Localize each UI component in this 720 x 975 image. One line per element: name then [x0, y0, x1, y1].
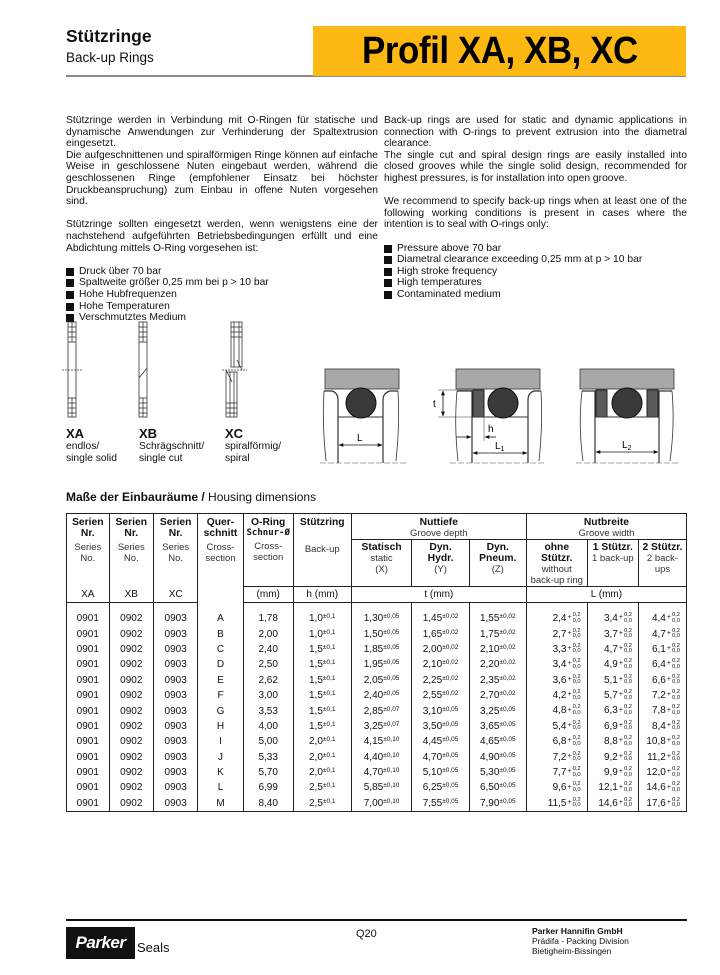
cell-width-one-backup: 6,9+ 0,2 0,0	[587, 719, 638, 734]
cell-width-one-backup: 9,9+ 0,2 0,0	[587, 765, 638, 780]
cell-width-no-backup: 4,2+ 0,2 0,0	[526, 688, 587, 703]
parker-logo	[66, 927, 135, 959]
cell-backup-h: $1,0^{\pm 0,1}$	[293, 626, 351, 641]
cell-series-xa: 0901	[67, 719, 110, 734]
cell-depth-pneum: $6,50^{\pm 0,05}$	[469, 780, 526, 795]
intro-english	[384, 115, 687, 301]
col-header-backup: Stützring Back-up	[293, 514, 351, 587]
cell-width-no-backup: 2,7+ 0,2 0,0	[526, 626, 587, 641]
cell-backup-h: $1,5^{\pm 0,1}$	[293, 657, 351, 672]
cell-width-two-backups: 14,6+ 0,2 0,0	[639, 780, 687, 795]
cell-depth-static: $2,85^{\pm 0,07}$	[351, 703, 412, 718]
cell-depth-pneum: $2,10^{\pm 0,02}$	[469, 642, 526, 657]
cell-width-one-backup: 3,4+ 0,2 0,0	[587, 603, 638, 627]
cell-depth-static: $7,00^{\pm 0,10}$	[351, 796, 412, 812]
cell-cross-section: D	[198, 657, 243, 672]
bullet-square-icon	[66, 279, 74, 287]
table-row	[67, 657, 687, 672]
cell-width-two-backups: 17,6+ 0,2 0,0	[639, 796, 687, 812]
cell-depth-hydr: $6,25^{\pm 0,05}$	[412, 780, 469, 795]
cell-width-one-backup: 4,7+ 0,2 0,0	[587, 642, 638, 657]
cell-oring-diameter: 5,70	[243, 765, 293, 780]
cell-series-xb: 0902	[109, 642, 153, 657]
bullet-text: Druck über 70 bar	[79, 265, 162, 277]
cell-depth-hydr: $3,10^{\pm 0,05}$	[412, 703, 469, 718]
cell-width-two-backups: 7,2+ 0,2 0,0	[639, 688, 687, 703]
cell-series-xb: 0902	[109, 626, 153, 641]
table-row	[67, 673, 687, 688]
bullet-text: Contaminated medium	[397, 288, 501, 300]
profile-badge	[313, 26, 686, 76]
bullet-square-icon	[384, 291, 392, 299]
cell-series-xa: 0901	[67, 750, 110, 765]
cell-width-two-backups: 6,1+ 0,2 0,0	[639, 642, 687, 657]
cell-width-no-backup: 6,8+ 0,2 0,0	[526, 734, 587, 749]
profile-xa-drawing	[62, 322, 82, 417]
cell-series-xb: 0902	[109, 796, 153, 812]
table-row	[67, 750, 687, 765]
list-item	[66, 277, 378, 289]
cell-depth-pneum: $3,65^{\pm 0,05}$	[469, 719, 526, 734]
cell-series-xc: 0903	[153, 673, 197, 688]
cell-series-xa: 0901	[67, 734, 110, 749]
profile-xa-code: XA	[66, 426, 85, 441]
cell-oring-diameter: 3,53	[243, 703, 293, 718]
cell-backup-h: $1,5^{\pm 0,1}$	[293, 673, 351, 688]
header-row-1	[67, 514, 687, 540]
cell-depth-hydr: $2,25^{\pm 0,02}$	[412, 673, 469, 688]
cell-cross-section: E	[198, 673, 243, 688]
company-info	[532, 926, 629, 956]
cell-oring-diameter: 3,00	[243, 688, 293, 703]
list-item	[66, 289, 378, 301]
cell-depth-hydr: $1,65^{\pm 0,02}$	[412, 626, 469, 641]
cell-oring-diameter: 6,99	[243, 780, 293, 795]
cell-series-xa: 0901	[67, 603, 110, 627]
label-L2: $L_2$	[622, 440, 632, 452]
cell-series-xc: 0903	[153, 734, 197, 749]
cell-width-no-backup: 2,4+ 0,2 0,0	[526, 603, 587, 627]
cell-cross-section: A	[198, 603, 243, 627]
cell-depth-static: $1,30^{\pm 0,05}$	[351, 603, 412, 627]
list-item	[384, 266, 687, 278]
cell-cross-section: F	[198, 688, 243, 703]
cell-series-xb: 0902	[109, 673, 153, 688]
cell-series-xc: 0903	[153, 750, 197, 765]
bullet-square-icon	[384, 245, 392, 253]
conditions-list-en	[384, 243, 687, 301]
cell-depth-pneum: $1,55^{\pm 0,02}$	[469, 603, 526, 627]
intro-de-paragraph-2: Die aufgeschnittenen und spiralförmigen Ringe können auf einfache Weise in geschlossene Nuten eingebaut werden, während die geschlossenen Ringe (empfohlener Einsatz bei höchster Druckbeanspruchung) zum Einbau in offene Nuten vorgesehen sind.	[66, 149, 378, 208]
cell-depth-static: $2,05^{\pm 0,05}$	[351, 673, 412, 688]
series-label-xb: XB	[109, 587, 153, 603]
cell-backup-h: $2,5^{\pm 0,1}$	[293, 796, 351, 812]
table-body	[67, 603, 687, 812]
cell-series-xb: 0902	[109, 603, 153, 627]
intro-de-paragraph-3: Stützringe sollten eingesetzt werden, wenn wenigstens eine der nachstehend aufgeführten Betriebsbedingungen erfüllt und eine Abdichtung mittels O-Ring vorgesehen ist:	[66, 219, 378, 254]
cell-cross-section: B	[198, 626, 243, 641]
col-header-cross-section: Quer- schnitt Cross- section	[198, 514, 243, 603]
profile-xb-en: single cut	[139, 452, 183, 464]
housing-dimensions-table	[66, 513, 687, 812]
cell-width-one-backup: 5,1+ 0,2 0,0	[587, 673, 638, 688]
cell-cross-section: I	[198, 734, 243, 749]
label-t: t	[433, 399, 436, 410]
cell-depth-hydr: $7,55^{\pm 0,05}$	[412, 796, 469, 812]
bullet-square-icon	[384, 268, 392, 276]
col-header-xa: Serien Nr. Series No.	[67, 514, 110, 587]
cell-series-xc: 0903	[153, 719, 197, 734]
profile-xb	[139, 427, 204, 464]
cell-cross-section: M	[198, 796, 243, 812]
cell-width-no-backup: 3,3+ 0,2 0,0	[526, 642, 587, 657]
cell-series-xa: 0901	[67, 780, 110, 795]
cell-backup-h: $1,5^{\pm 0,1}$	[293, 688, 351, 703]
cell-depth-pneum: $3,25^{\pm 0,05}$	[469, 703, 526, 718]
profile-xb-de: Schrägschnitt/	[139, 441, 205, 452]
cell-depth-hydr: $2,10^{\pm 0,02}$	[412, 657, 469, 672]
cell-width-one-backup: 3,7+ 0,2 0,0	[587, 626, 638, 641]
intro-en-paragraph-3: We recommend to specify back-up rings when at least one of the following working conditions is present in cases where the intention is to seal with O-rings only:	[384, 196, 687, 231]
cell-depth-static: $2,40^{\pm 0,05}$	[351, 688, 412, 703]
company-location: Bietigheim-Bissingen	[532, 946, 612, 956]
cell-width-two-backups: 8,4+ 0,2 0,0	[639, 719, 687, 734]
cell-width-two-backups: 10,8+ 0,2 0,0	[639, 734, 687, 749]
col-header-dyn-pneum: Dyn. Pneum. (Z)	[469, 540, 526, 587]
bullet-text: Pressure above 70 bar	[397, 242, 502, 254]
cell-backup-h: $2,0^{\pm 0,1}$	[293, 765, 351, 780]
conditions-list-de	[66, 266, 378, 324]
label-L: L	[357, 433, 363, 444]
logo-seals: Seals	[137, 940, 170, 955]
table-title-de: Maße der Einbauräume /	[66, 490, 205, 504]
cell-series-xa: 0901	[67, 688, 110, 703]
table-row	[67, 796, 687, 812]
cell-series-xb: 0902	[109, 688, 153, 703]
table-row	[67, 642, 687, 657]
label-L1: $L_1$	[495, 441, 505, 453]
profile-xc	[225, 427, 281, 464]
page-subtitle: Back-up Rings	[66, 50, 154, 65]
bullet-text: Hohe Hubfrequenzen	[79, 288, 177, 300]
cell-oring-diameter: 8,40	[243, 796, 293, 812]
cell-width-two-backups: 7,8+ 0,2 0,0	[639, 703, 687, 718]
cell-oring-diameter: 5,33	[243, 750, 293, 765]
cell-cross-section: G	[198, 703, 243, 718]
company-division: Prädifa - Packing Division	[532, 936, 629, 946]
col-header-static: Statisch static (X)	[351, 540, 412, 587]
unit-groove-depth: t (mm)	[351, 587, 526, 603]
cell-width-one-backup: 12,1+ 0,2 0,0	[587, 780, 638, 795]
cell-depth-pneum: $4,90^{\pm 0,05}$	[469, 750, 526, 765]
col-header-oring: O-Ring Schnur-Ø Cross- section	[243, 514, 293, 587]
cell-series-xc: 0903	[153, 780, 197, 795]
cell-backup-h: $1,0^{\pm 0,1}$	[293, 603, 351, 627]
intro-en-paragraph-2: The single cut and spiral design rings are easily installed into closed grooves while the single solid design, recommended for highest pressures, is for installation into open groove.	[384, 149, 687, 184]
cell-backup-h: $2,0^{\pm 0,1}$	[293, 750, 351, 765]
cell-series-xa: 0901	[67, 626, 110, 641]
groove-diagram-two-backups	[576, 369, 680, 463]
bullet-text: High temperatures	[397, 277, 482, 289]
cell-series-xc: 0903	[153, 796, 197, 812]
footer-divider	[66, 919, 687, 921]
cell-width-one-backup: 8,8+ 0,2 0,0	[587, 734, 638, 749]
table-row	[67, 626, 687, 641]
cell-backup-h: $1,5^{\pm 0,1}$	[293, 703, 351, 718]
cell-series-xb: 0902	[109, 719, 153, 734]
cell-series-xa: 0901	[67, 642, 110, 657]
profile-xc-de: spiralförmig/	[225, 441, 282, 452]
cell-depth-hydr: $4,45^{\pm 0,05}$	[412, 734, 469, 749]
cell-series-xa: 0901	[67, 703, 110, 718]
cell-series-xc: 0903	[153, 657, 197, 672]
profile-xb-code: XB	[139, 426, 158, 441]
table-row	[67, 688, 687, 703]
intro-german	[66, 115, 378, 324]
cell-width-one-backup: 5,7+ 0,2 0,0	[587, 688, 638, 703]
table-title	[66, 490, 316, 504]
bullet-text: Spaltweite größer 0,25 mm bei p > 10 bar	[79, 277, 269, 289]
cell-depth-hydr: $4,70^{\pm 0,05}$	[412, 750, 469, 765]
profile-xa-en: single solid	[66, 452, 117, 464]
col-header-groove-width: Nutbreite Groove width	[526, 514, 686, 540]
cell-series-xc: 0903	[153, 765, 197, 780]
cell-cross-section: C	[198, 642, 243, 657]
cell-cross-section: J	[198, 750, 243, 765]
cell-series-xa: 0901	[67, 796, 110, 812]
list-item	[384, 254, 687, 266]
label-h: h	[488, 424, 494, 435]
page-title: Stützringe	[66, 26, 152, 46]
cell-oring-diameter: 2,62	[243, 673, 293, 688]
cell-width-no-backup: 5,4+ 0,2 0,0	[526, 719, 587, 734]
cell-width-two-backups: 12,0+ 0,2 0,0	[639, 765, 687, 780]
unit-backup: h (mm)	[293, 587, 351, 603]
table-row	[67, 734, 687, 749]
cell-series-xb: 0902	[109, 765, 153, 780]
cell-series-xa: 0901	[67, 765, 110, 780]
cell-series-xc: 0903	[153, 642, 197, 657]
cell-depth-pneum: $4,65^{\pm 0,05}$	[469, 734, 526, 749]
cell-depth-pneum: $5,30^{\pm 0,05}$	[469, 765, 526, 780]
list-item	[66, 266, 378, 278]
table-row	[67, 603, 687, 627]
cell-width-two-backups: 4,4+ 0,2 0,0	[639, 603, 687, 627]
cell-oring-diameter: 2,40	[243, 642, 293, 657]
cell-width-two-backups: 6,6+ 0,2 0,0	[639, 673, 687, 688]
cell-depth-static: $5,85^{\pm 0,10}$	[351, 780, 412, 795]
cell-depth-hydr: $2,55^{\pm 0,02}$	[412, 688, 469, 703]
cell-depth-pneum: $2,35^{\pm 0,02}$	[469, 673, 526, 688]
cell-series-xb: 0902	[109, 780, 153, 795]
col-header-two-backups: 2 Stützr. 2 back-ups	[639, 540, 687, 587]
profile-xc-code: XC	[225, 426, 244, 441]
series-label-xa: XA	[67, 587, 110, 603]
groove-diagram-one-backup	[433, 369, 546, 463]
bullet-text: Diametral clearance exceeding 0,25 mm at p > 10 bar	[397, 254, 643, 266]
cell-depth-hydr: $3,50^{\pm 0,05}$	[412, 719, 469, 734]
company-name: Parker Hannifin GmbH	[532, 926, 623, 936]
cell-depth-static: $1,50^{\pm 0,05}$	[351, 626, 412, 641]
cell-width-one-backup: 6,3+ 0,2 0,0	[587, 703, 638, 718]
groove-diagram-no-backup	[320, 369, 406, 463]
cell-width-one-backup: 14,6+ 0,2 0,0	[587, 796, 638, 812]
cell-oring-diameter: 5,00	[243, 734, 293, 749]
cell-width-two-backups: 11,2+ 0,2 0,0	[639, 750, 687, 765]
cell-oring-diameter: 1,78	[243, 603, 293, 627]
cell-depth-pneum: $2,20^{\pm 0,02}$	[469, 657, 526, 672]
profile-drawings	[60, 318, 300, 423]
cell-backup-h: $1,5^{\pm 0,1}$	[293, 719, 351, 734]
unit-groove-width: L (mm)	[526, 587, 686, 603]
cell-width-no-backup: 7,7+ 0,2 0,0	[526, 765, 587, 780]
profile-badge-text: Profil XA, XB, XC	[361, 29, 638, 72]
col-header-dyn-hydr: Dyn. Hydr. (Y)	[412, 540, 469, 587]
cell-width-no-backup: 4,8+ 0,2 0,0	[526, 703, 587, 718]
col-header-xb: Serien Nr. Series No.	[109, 514, 153, 587]
cell-depth-pneum: $1,75^{\pm 0,02}$	[469, 626, 526, 641]
intro-en-paragraph-1: Back-up rings are used for static and dynamic applications in connection with O-rings to prevent extrusion into the diametral clearance.	[384, 115, 687, 150]
cell-depth-pneum: $7,90^{\pm 0,05}$	[469, 796, 526, 812]
cell-width-no-backup: 7,2+ 0,2 0,0	[526, 750, 587, 765]
cell-backup-h: $1,5^{\pm 0,1}$	[293, 642, 351, 657]
page-number: Q20	[356, 928, 377, 940]
table-row	[67, 780, 687, 795]
cell-series-xa: 0901	[67, 657, 110, 672]
cell-cross-section: K	[198, 765, 243, 780]
bullet-square-icon	[384, 279, 392, 287]
table-row	[67, 719, 687, 734]
unit-oring: (mm)	[243, 587, 293, 603]
cell-width-two-backups: 6,4+ 0,2 0,0	[639, 657, 687, 672]
cell-series-xc: 0903	[153, 703, 197, 718]
bullet-text: High stroke frequency	[397, 265, 498, 277]
col-header-xc: Serien Nr. Series No.	[153, 514, 197, 587]
cell-series-xa: 0901	[67, 673, 110, 688]
table-title-en: Housing dimensions	[208, 490, 317, 504]
cell-width-one-backup: 4,9+ 0,2 0,0	[587, 657, 638, 672]
cell-depth-static: $4,15^{\pm 0,10}$	[351, 734, 412, 749]
profile-xc-en: spiral	[225, 452, 250, 464]
cell-depth-static: $1,95^{\pm 0,05}$	[351, 657, 412, 672]
cell-depth-static: $1,85^{\pm 0,05}$	[351, 642, 412, 657]
col-header-one-backup: 1 Stützr. 1 back-up	[587, 540, 638, 587]
cell-series-xc: 0903	[153, 688, 197, 703]
cell-oring-diameter: 2,50	[243, 657, 293, 672]
col-header-without-backup: ohne Stützr. without back-up ring	[526, 540, 587, 587]
cell-width-no-backup: 11,5+ 0,2 0,0	[526, 796, 587, 812]
profile-xb-drawing	[139, 322, 147, 417]
cell-width-no-backup: 3,4+ 0,2 0,0	[526, 657, 587, 672]
cell-depth-hydr: $1,45^{\pm 0,02}$	[412, 603, 469, 627]
col-header-groove-depth: Nuttiefe Groove depth	[351, 514, 526, 540]
cell-depth-pneum: $2,70^{\pm 0,02}$	[469, 688, 526, 703]
bullet-square-icon	[66, 303, 74, 311]
cell-series-xc: 0903	[153, 626, 197, 641]
list-item	[66, 301, 378, 313]
cell-series-xb: 0902	[109, 734, 153, 749]
cell-oring-diameter: 4,00	[243, 719, 293, 734]
bullet-text: Hohe Temperaturen	[79, 300, 170, 312]
cell-depth-static: $4,70^{\pm 0,10}$	[351, 765, 412, 780]
cell-cross-section: H	[198, 719, 243, 734]
cell-depth-static: $4,40^{\pm 0,10}$	[351, 750, 412, 765]
cell-cross-section: L	[198, 780, 243, 795]
intro-de-paragraph-1: Stützringe werden in Verbindung mit O-Ringen für statische und dynamische Anwendungen zur Verhinderung der Spaltextrusion eingesetzt.	[66, 115, 378, 150]
bullet-text: Verschmutztes Medium	[79, 312, 187, 324]
list-item	[384, 289, 687, 301]
cell-width-no-backup: 3,6+ 0,2 0,0	[526, 673, 587, 688]
cell-series-xc: 0903	[153, 603, 197, 627]
list-item	[384, 277, 687, 289]
groove-diagrams	[310, 355, 700, 465]
profile-xa-de: endlos/	[66, 441, 100, 452]
cell-oring-diameter: 2,00	[243, 626, 293, 641]
cell-backup-h: $2,0^{\pm 0,1}$	[293, 734, 351, 749]
cell-width-no-backup: 9,6+ 0,2 0,0	[526, 780, 587, 795]
units-row	[67, 587, 687, 603]
cell-width-two-backups: 4,7+ 0,2 0,0	[639, 626, 687, 641]
cell-series-xb: 0902	[109, 657, 153, 672]
cell-depth-hydr: $5,10^{\pm 0,05}$	[412, 765, 469, 780]
bullet-square-icon	[66, 291, 74, 299]
table-row	[67, 703, 687, 718]
parker-logo-text: Parker	[75, 933, 126, 952]
cell-series-xb: 0902	[109, 750, 153, 765]
cell-series-xb: 0902	[109, 703, 153, 718]
cell-depth-static: $3,25^{\pm 0,07}$	[351, 719, 412, 734]
profile-xa	[66, 427, 117, 464]
table-row	[67, 765, 687, 780]
profile-xc-drawing	[222, 322, 247, 417]
series-label-xc: XC	[153, 587, 197, 603]
cell-backup-h: $2,5^{\pm 0,1}$	[293, 780, 351, 795]
list-item	[384, 243, 687, 255]
bullet-square-icon	[66, 268, 74, 276]
bullet-square-icon	[384, 256, 392, 264]
cell-width-one-backup: 9,2+ 0,2 0,0	[587, 750, 638, 765]
cell-depth-hydr: $2,00^{\pm 0,02}$	[412, 642, 469, 657]
